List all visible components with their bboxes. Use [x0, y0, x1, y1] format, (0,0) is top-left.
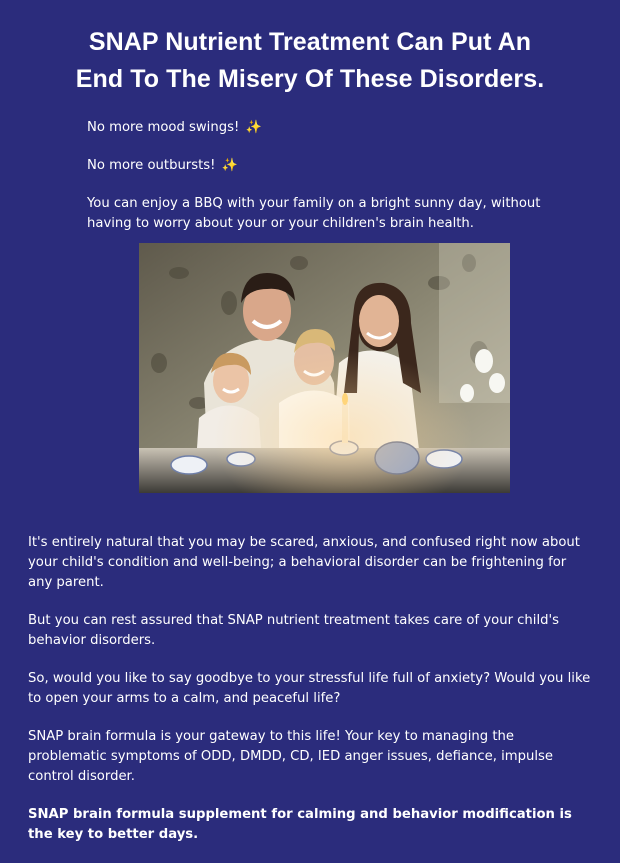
body-copy	[28, 533, 594, 863]
page-headline	[0, 24, 620, 98]
body-paragraph: SNAP brain formula is your gateway to this life! Your key to managing the problematic symptoms of ODD, DMDD, CD, IED anger issues, defiance, impulse control disorder.	[28, 729, 554, 784]
body-paragraph: But you can rest assured that SNAP nutrient treatment takes care of your child's behavior disorders.	[28, 613, 559, 648]
family-photo	[139, 243, 510, 493]
body-paragraph: So, would you like to say goodbye to your stressful life full of anxiety? Would you like to open your arms to a calm, and peaceful life?	[28, 671, 591, 706]
intro-line-text: No more outbursts!	[87, 158, 216, 173]
sparkles-icon: ✨	[245, 120, 262, 135]
family-photo-illustration	[139, 243, 510, 493]
sparkles-icon: ✨	[221, 158, 238, 173]
intro-line-text: You can enjoy a BBQ with your family on a bright sunny day, without having to worry about your or your children's brain health.	[87, 196, 541, 231]
closing-statement: SNAP brain formula supplement for calming and behavior modification is the key to better days.	[28, 807, 572, 842]
body-paragraph: It's entirely natural that you may be scared, anxious, and confused right now about your child's condition and well-being; a behavioral disorder can be frightening for any parent.	[28, 535, 580, 590]
headline-line-1: SNAP Nutrient Treatment Can Put An	[88, 28, 532, 56]
intro-section	[87, 118, 587, 252]
intro-line-text: No more mood swings!	[87, 120, 240, 135]
headline-line-2: End To The Misery Of These Disorders.	[75, 65, 545, 93]
intro-line	[87, 118, 587, 138]
intro-line	[87, 156, 587, 176]
intro-line	[87, 194, 587, 234]
